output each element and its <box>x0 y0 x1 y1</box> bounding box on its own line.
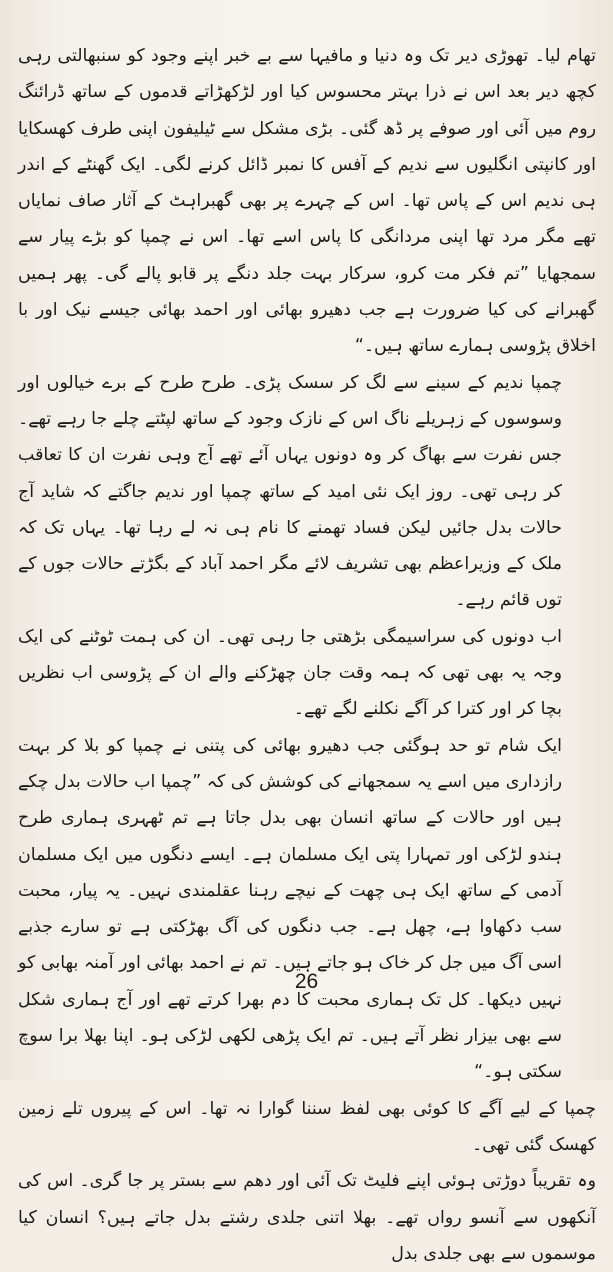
paragraph-5: چمپا کے لیے آگے کا کوئی بھی لفظ سننا گوارا نہ تھا۔ اس کے پیروں تلے زمین کھسک گئی تھی۔ <box>18 1098 596 1155</box>
paragraph-6: وہ تقریباً دوڑتی ہوئی اپنے فلیٹ تک آئی اور دھم سے بستر پر جا گری۔ اس کی آنکھوں سے آنسو رواں تھے۔ بھلا اتنی جلدی رشتے بدل جاتے ہیں؟ انسان کیا موسموں سے بھی جلدی بدل <box>18 1171 596 1264</box>
paragraph-2: چمپا ندیم کے سینے سے لگ کر سسک پڑی۔ طرح طرح کے برے خیالوں اور وسوسوں کے زہریلے ناگ اس کے نازک وجود کے ساتھ لپٹتے چلے جا رہے تھے۔ جس نفرت سے بھاگ کر وہ دونوں یہاں آئے تھے آج وہی نفرت ان کا تعاقب کر رہی تھی۔ روز ایک نئی امید کے ساتھ چمپا اور ندیم جاگتے کہ شاید آج حالات بدل جائیں لیکن فساد تھمنے کا نام ہی نہ لے رہا تھا۔ یہاں تک کہ ملک کے وزیراعظم بھی تشریف لائے مگر احمد آباد کے بگڑتے حالات جوں کے توں قائم رہے۔ <box>18 372 562 611</box>
page-number: 26 <box>294 970 319 993</box>
paragraph-4: ایک شام تو حد ہوگئی جب دھیرو بھائی کی پتنی نے چمپا کو بلا کر بہت رازداری میں اسے یہ سمجھانے کی کوشش کی کہ ”چمپا اب حالات بدل چکے ہیں اور حالات کے ساتھ انسان بھی بدل جاتا ہے تم ٹھہری ہماری طرح ہندو لڑکی اور تمہارا پتی ایک مسلمان ہے۔ ایسے دنگوں میں ایک مسلمان آدمی کے ساتھ ایک ہی چھت کے نیچے رہنا عقلمندی نہیں۔ یہ پیار، محبت سب دکھاوا ہے، چھل ہے۔ جب دنگوں کی آگ بھڑکتی ہے تو سارے جذبے اسی آگ میں جل کر خاک ہو جاتے ہیں۔ تم نے احمد بھائی اور آمنہ بھابی کو نہیں دیکھا۔ کل تک ہماری محبت کا دم بھرا کرتے تھے اور آج ہماری شکل سے بھی بیزار نظر آتے ہیں۔ تم ایک پڑھی لکھی لڑکی ہو۔ اپنا بھلا برا سوچ سکتی ہو۔“ <box>18 735 562 1083</box>
page-body-text <box>18 38 596 1272</box>
paragraph-1: تھام لیا۔ تھوڑی دیر تک وہ دنیا و مافیہا سے بے خبر اپنے وجود کو سنبھالتی رہی کچھ دیر بعد اس نے ذرا بہتر محسوس کیا اور لڑکھڑاتے قدموں کے ساتھ ڈرائنگ روم میں آئی اور صوفے پر ڈھ گئی۔ بڑی مشکل سے ٹیلیفون اپنی طرف کھسکایا اور کانپتی انگلیوں سے ندیم کے آفس کا نمبر ڈائل کرنے لگی۔ ایک گھنٹے کے اندر ہی ندیم اس کے پاس تھا۔ اس کے چہرے پر بھی گھبراہٹ کے آثار صاف نمایاں تھے مگر مرد تھا اپنی مردانگی کا پاس اسے تھا۔ اس نے چمپا کو بڑے پیار سے سمجھایا ”تم فکر مت کرو، سرکار بہت جلد دنگے پر قابو پالے گی۔ پھر ہمیں گھبرانے کی کیا ضرورت ہے جب دھیرو بھائی اور احمد بھائی جیسے نیک اور با اخلاق پڑوسی ہمارے ساتھ ہیں۔“ <box>18 46 596 357</box>
paragraph-3: اب دونوں کی سراسیمگی بڑھتی جا رہی تھی۔ ان کی ہمت ٹوٹنے کی ایک وجہ یہ بھی تھی کہ ہمہ وقت جان چھڑکنے والے ان کے پڑوسی اب نظریں بچا کر اور کترا کر آگے نکلنے لگے تھے۔ <box>18 626 562 720</box>
